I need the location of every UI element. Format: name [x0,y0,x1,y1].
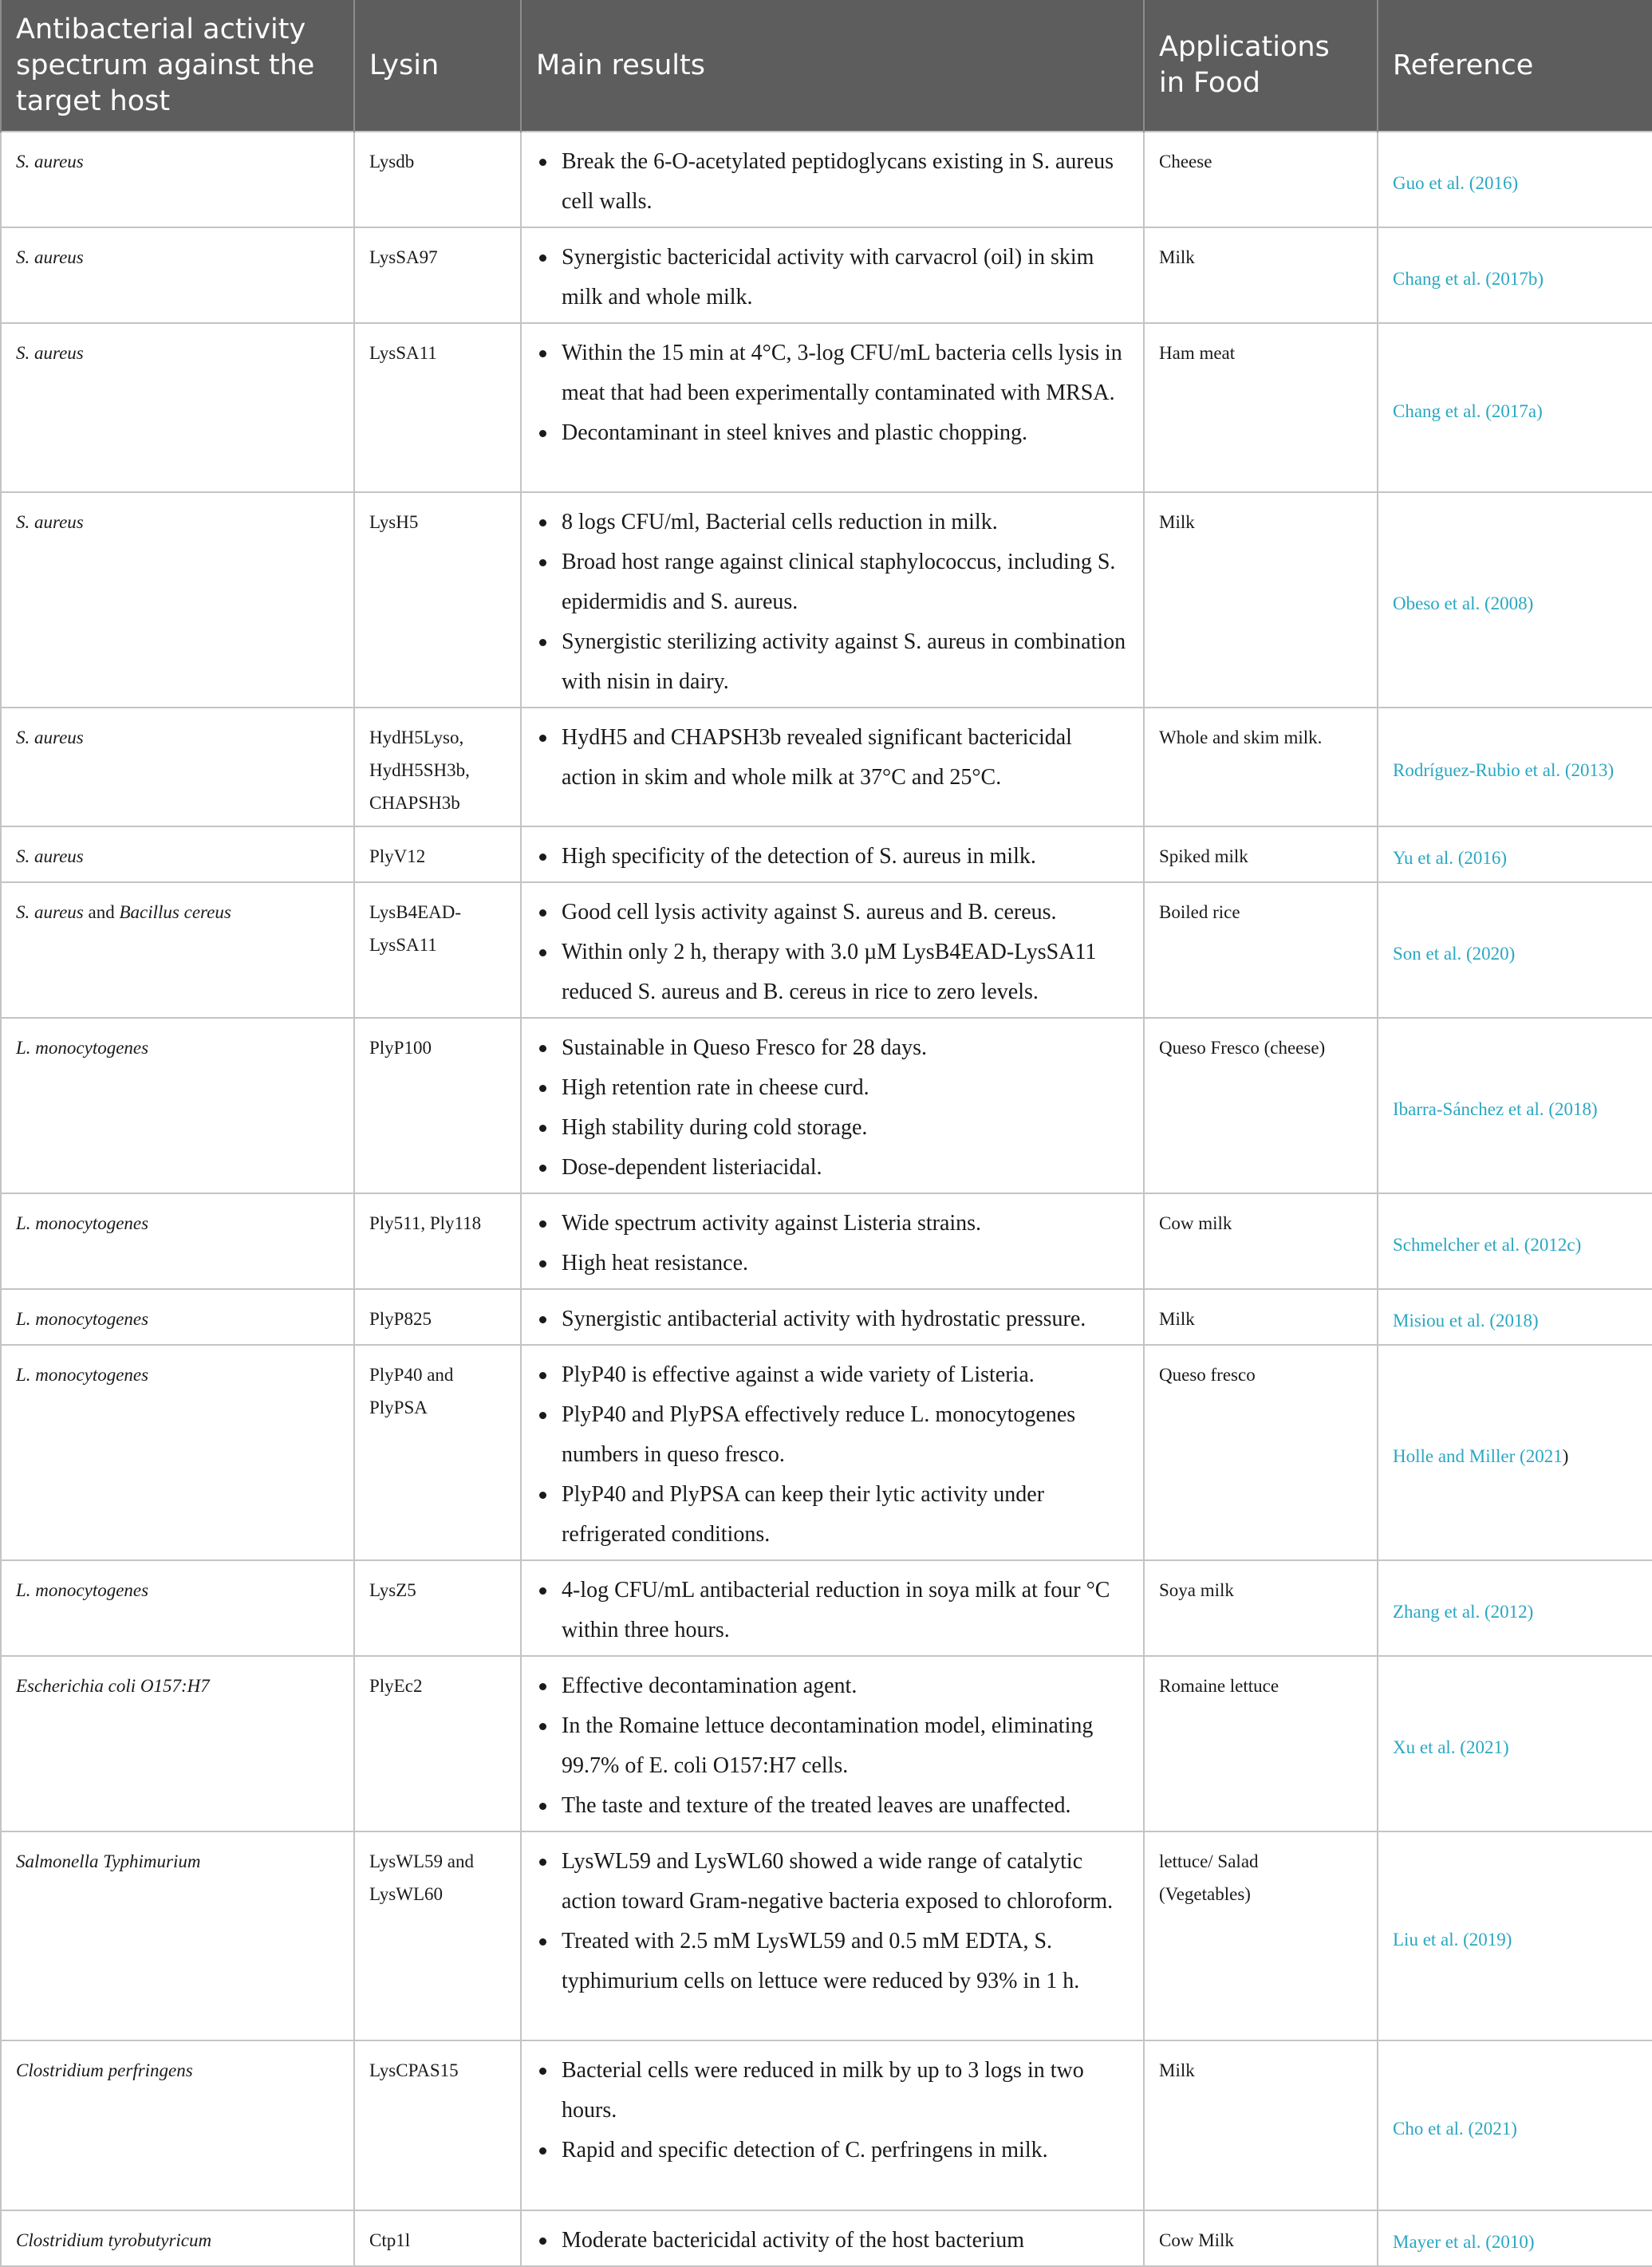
reference-link[interactable]: Xu et al. (2021) [1393,1737,1509,1757]
reference-link[interactable]: Misiou et al. (2018) [1393,1310,1539,1331]
result-item: High retention rate in cheese curd. [536,1068,1129,1108]
host-name: L. monocytogenes [16,1038,149,1058]
table-row [1,1345,1652,1560]
cell-reference [1378,1289,1652,1345]
cell-reference [1378,1560,1652,1656]
reference-link[interactable]: Guo et al. (2016) [1393,172,1519,193]
result-item: Broad host range against clinical staphylococcus, including S. epidermidis and S. aureus. [536,542,1129,622]
cell-lysin [354,1831,521,2040]
food-application: Cow Milk [1159,2230,1234,2250]
food-application: Spiked milk [1159,846,1248,866]
result-item: PlyP40 and PlyPSA effectively reduce L. monocytogenes numbers in queso fresco. [536,1395,1129,1475]
lysin-name: Ctp1l [369,2230,411,2250]
results-list [536,837,1129,877]
reference-link[interactable]: Chang et al. (2017b) [1393,268,1544,289]
host-name: S. aureus [16,846,84,866]
result-item: Bacterial cells were reduced in milk by up to 3 logs in two hours. [536,2051,1129,2131]
cell-host [1,826,354,882]
reference-tail: ) [1562,1445,1569,1466]
table-row [1,323,1652,492]
cell-reference [1378,492,1652,708]
header-main-results: Main results [521,0,1144,132]
cell-host [1,1560,354,1656]
table-row [1,1656,1652,1831]
result-item: PlyP40 and PlyPSA can keep their lytic activity under refrigerated conditions. [536,1475,1129,1555]
cell-lysin [354,882,521,1018]
cell-lysin [354,826,521,882]
reference-link[interactable]: Son et al. (2020) [1393,943,1516,964]
results-list [536,238,1129,317]
lysin-name: Ply511, Ply118 [369,1213,482,1233]
result-item: High stability during cold storage. [536,1108,1129,1148]
results-list [536,1299,1129,1339]
cell-lysin [354,1018,521,1193]
cell-main-results [521,1656,1144,1831]
host-name: S. aureus [16,727,84,747]
lysin-name: LysWL60 [369,1884,443,1904]
host-name: Escherichia coli O157:H7 [16,1676,210,1696]
food-application: Milk [1159,2060,1195,2080]
results-list [536,1028,1129,1188]
host-name: L. monocytogenes [16,1580,149,1600]
results-list [536,1204,1129,1283]
result-item: Sustainable in Queso Fresco for 28 days. [536,1028,1129,1068]
cell-food-application [1144,323,1378,492]
cell-main-results [521,1018,1144,1193]
food-application: lettuce/ Salad [1159,1851,1259,1871]
lysin-name: LysH5 [369,512,419,532]
result-item: Decontaminant in steel knives and plastic chopping. [536,413,1129,453]
cell-lysin [354,1345,521,1560]
cell-main-results [521,132,1144,227]
table-row [1,1831,1652,2040]
host-name: Salmonella Typhimurium [16,1851,201,1871]
result-item: Within the 15 min at 4°C, 3-log CFU/mL bacteria cells lysis in meat that had been experimentally contaminated with MRSA. [536,333,1129,413]
cell-main-results [521,227,1144,323]
table-row [1,132,1652,227]
header-lysin: Lysin [354,0,521,132]
result-item: Synergistic bactericidal activity with carvacrol (oil) in skim milk and whole milk. [536,238,1129,317]
host-name: Clostridium tyrobutyricum [16,2230,212,2250]
cell-food-application [1144,492,1378,708]
cell-food-application [1144,882,1378,1018]
reference-link[interactable]: Zhang et al. (2012) [1393,1601,1534,1622]
result-item: Dose-dependent listeriacidal. [536,1148,1129,1188]
cell-main-results [521,708,1144,826]
cell-host [1,1656,354,1831]
cell-food-application [1144,1018,1378,1193]
cell-main-results [521,1560,1144,1656]
cell-host [1,132,354,227]
cell-food-application [1144,708,1378,826]
table-row [1,492,1652,708]
cell-lysin [354,323,521,492]
result-item: Moderate bactericidal activity of the host bacterium [536,2221,1129,2261]
result-item: LysWL59 and LysWL60 showed a wide range of catalytic action toward Gram-negative bacteria exposed to chloroform. [536,1842,1129,1922]
cell-host [1,2210,354,2266]
result-item: Synergistic sterilizing activity against S. aureus in combination with nisin in dairy. [536,622,1129,702]
results-list [536,718,1129,798]
cell-lysin [354,2040,521,2210]
cell-main-results [521,1289,1144,1345]
table-row [1,708,1652,826]
header-row [1,0,1652,132]
host-name-2: Bacillus cereus [119,902,231,922]
cell-reference [1378,1831,1652,2040]
cell-main-results [521,492,1144,708]
table-row [1,2040,1652,2210]
lysin-name: PlyP40 and [369,1365,454,1385]
reference-link[interactable]: Chang et al. (2017a) [1393,400,1543,421]
cell-lysin [354,1656,521,1831]
results-list [536,142,1129,222]
cell-lysin [354,1193,521,1289]
cell-lysin [354,492,521,708]
reference-link[interactable]: Liu et al. (2019) [1393,1929,1512,1950]
cell-main-results [521,882,1144,1018]
cell-reference [1378,1018,1652,1193]
cell-reference [1378,1345,1652,1560]
results-list [536,1666,1129,1826]
host-name: S. aureus [16,512,84,532]
cell-food-application [1144,132,1378,227]
food-application: Queso Fresco (cheese) [1159,1038,1326,1058]
result-item: High heat resistance. [536,1244,1129,1283]
header-applications: Applications in Food [1144,0,1378,132]
results-list [536,333,1129,453]
host-name: S. aureus [16,152,84,172]
cell-host [1,708,354,826]
reference-link[interactable]: Mayer et al. (2010) [1393,2231,1535,2252]
reference-link[interactable]: Schmelcher et al. (2012c) [1393,1234,1582,1255]
host-name: S. aureus [16,247,84,267]
cell-food-application [1144,1289,1378,1345]
result-item: Within only 2 h, therapy with 3.0 µM LysB4EAD-LysSA11 reduced S. aureus and B. cereus in rice to zero levels. [536,932,1129,1012]
cell-lysin [354,227,521,323]
food-application: Soya milk [1159,1580,1234,1600]
food-application: Cow milk [1159,1213,1232,1233]
cell-main-results [521,1193,1144,1289]
host-name: S. aureus [16,902,84,922]
result-item: Break the 6-O-acetylated peptidoglycans existing in S. aureus cell walls. [536,142,1129,222]
results-list [536,1571,1129,1650]
lysin-name: PlyEc2 [369,1676,423,1696]
result-item: Wide spectrum activity against Listeria strains. [536,1204,1129,1244]
lysin-name: LysSA97 [369,247,438,267]
cell-host [1,323,354,492]
food-application: Milk [1159,247,1195,267]
host-name: L. monocytogenes [16,1213,149,1233]
lysin-name: LysWL59 and [369,1851,474,1871]
cell-reference [1378,132,1652,227]
cell-lysin [354,2210,521,2266]
table-row [1,2210,1652,2266]
host-name: L. monocytogenes [16,1365,149,1385]
cell-food-application [1144,826,1378,882]
lysin-name: PlyPSA [369,1398,428,1417]
cell-host [1,1018,354,1193]
host-name: S. aureus [16,343,84,363]
cell-food-application [1144,1345,1378,1560]
lysin-name: LysB4EAD- [369,902,461,922]
reference-link[interactable]: Yu et al. (2016) [1393,847,1508,868]
results-list [536,2051,1129,2170]
result-item: Synergistic antibacterial activity with hydrostatic pressure. [536,1299,1129,1339]
lysin-name: HydH5Lyso, [369,727,464,747]
result-item: Good cell lysis activity against S. aureus and B. cereus. [536,893,1129,932]
result-item: High specificity of the detection of S. aureus in milk. [536,837,1129,877]
food-application: Ham meat [1159,343,1236,363]
result-item: 8 logs CFU/ml, Bacterial cells reduction in milk. [536,503,1129,542]
food-application: Boiled rice [1159,902,1240,922]
lysin-name: LysSA11 [369,343,437,363]
reference-link[interactable]: Ibarra-Sánchez et al. (2018) [1393,1098,1598,1119]
cell-food-application [1144,1831,1378,2040]
host-name: Clostridium perfringens [16,2060,193,2080]
cell-food-application [1144,1193,1378,1289]
lysin-name: HydH5SH3b, [369,760,470,780]
food-application: Milk [1159,512,1195,532]
result-item: HydH5 and CHAPSH3b revealed significant bactericidal action in skim and whole milk at 37°C and 25°C. [536,718,1129,798]
cell-host [1,1193,354,1289]
reference-link[interactable]: Rodríguez-Rubio et al. (2013) [1393,760,1615,780]
food-application: Queso fresco [1159,1365,1256,1385]
results-list [536,503,1129,702]
lysin-name: LysCPAS15 [369,2060,459,2080]
food-application: Cheese [1159,152,1212,172]
lysin-name: PlyP825 [369,1309,432,1329]
food-application: Whole and skim milk. [1159,727,1323,747]
cell-reference [1378,1656,1652,1831]
cell-host [1,2040,354,2210]
cell-lysin [354,1560,521,1656]
lysin-name: LysSA11 [369,935,437,955]
table-row [1,826,1652,882]
table-row [1,1289,1652,1345]
cell-reference [1378,882,1652,1018]
cell-reference [1378,1193,1652,1289]
result-item: 4-log CFU/mL antibacterial reduction in soya milk at four °C within three hours. [536,1571,1129,1650]
cell-food-application [1144,1560,1378,1656]
lysin-name: PlyP100 [369,1038,432,1058]
cell-main-results [521,1831,1144,2040]
cell-main-results [521,2210,1144,2266]
cell-lysin [354,132,521,227]
cell-host [1,882,354,1018]
reference-link[interactable]: Holle and Miller (2021 [1393,1445,1563,1466]
table-row [1,227,1652,323]
cell-main-results [521,2040,1144,2210]
cell-lysin [354,1289,521,1345]
results-list [536,2221,1129,2261]
result-item: In the Romaine lettuce decontamination model, eliminating 99.7% of E. coli O157:H7 cells. [536,1706,1129,1786]
cell-food-application [1144,227,1378,323]
header-host: Antibacterial activity spectrum against the target host [1,0,354,132]
cell-food-application [1144,2040,1378,2210]
lysin-name: PlyV12 [369,846,426,866]
result-item: The taste and texture of the treated leaves are unaffected. [536,1786,1129,1826]
cell-host [1,1831,354,2040]
cell-main-results [521,1345,1144,1560]
lysin-name: Lysdb [369,152,415,172]
results-list [536,1842,1129,2001]
cell-host [1,227,354,323]
lysin-name: CHAPSH3b [369,793,460,813]
result-item: Treated with 2.5 mM LysWL59 and 0.5 mM EDTA, S. typhimurium cells on lettuce were reduced by 93% in 1 h. [536,1922,1129,2001]
cell-reference [1378,2210,1652,2266]
table-row [1,1018,1652,1193]
lysin-name: LysZ5 [369,1580,416,1600]
cell-host [1,492,354,708]
reference-link[interactable]: Obeso et al. (2008) [1393,593,1534,613]
cell-main-results [521,323,1144,492]
cell-reference [1378,2040,1652,2210]
cell-reference [1378,323,1652,492]
cell-reference [1378,227,1652,323]
table-row [1,1193,1652,1289]
host-name: L. monocytogenes [16,1309,149,1329]
results-list [536,893,1129,1012]
results-list [536,1355,1129,1555]
cell-main-results [521,826,1144,882]
host-conjunction: and [83,902,120,922]
cell-host [1,1289,354,1345]
result-item: PlyP40 is effective against a wide variety of Listeria. [536,1355,1129,1395]
cell-food-application [1144,2210,1378,2266]
table-row [1,1560,1652,1656]
food-application: (Vegetables) [1159,1884,1251,1904]
result-item: Rapid and specific detection of C. perfringens in milk. [536,2131,1129,2170]
cell-lysin [354,708,521,826]
food-application: Milk [1159,1309,1195,1329]
cell-reference [1378,826,1652,882]
header-reference: Reference [1378,0,1652,132]
cell-reference [1378,708,1652,826]
table-row [1,882,1652,1018]
cell-food-application [1144,1656,1378,1831]
food-application: Romaine lettuce [1159,1676,1279,1696]
result-item: Effective decontamination agent. [536,1666,1129,1706]
reference-link[interactable]: Cho et al. (2021) [1393,2119,1517,2139]
cell-host [1,1345,354,1560]
